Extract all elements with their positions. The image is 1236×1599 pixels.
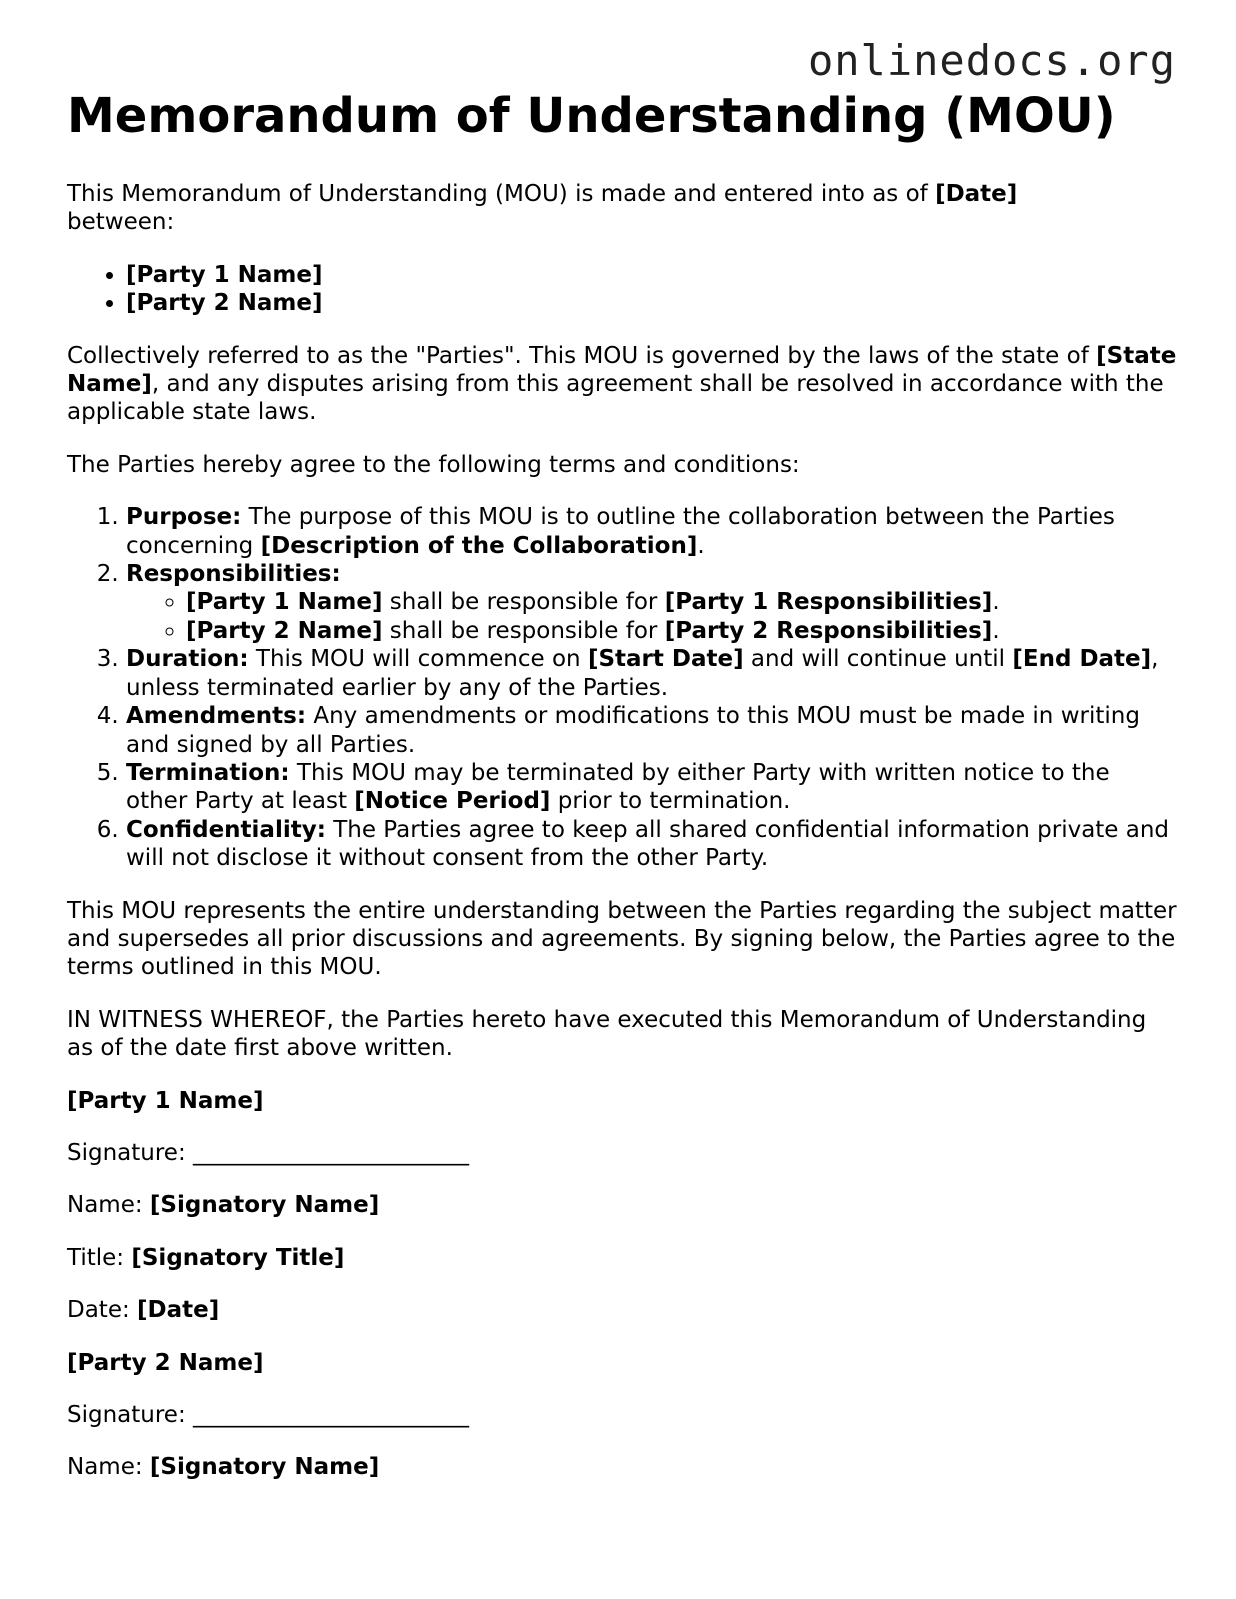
term-text: .: [697, 532, 705, 559]
term-text: This MOU will commence on: [248, 646, 588, 673]
term-text: The Parties agree to keep all shared confidential information private and will not disclose it without consent from the other Party.: [126, 816, 1170, 872]
term-label: Responsibilities:: [126, 561, 341, 588]
terms-intro: The Parties hereby agree to the following terms and conditions:: [67, 451, 800, 478]
responsibility-value: [Party 1 Responsibilities]: [664, 589, 993, 616]
signature-party: [67, 1087, 1177, 1115]
signature-block-2: [67, 1349, 1177, 1482]
signature-party-name: [Party 2 Name]: [67, 1349, 264, 1376]
intro-after: between:: [67, 209, 175, 236]
state-name: [State Name]: [67, 342, 1177, 398]
governing-post: , and any disputes arising from this agreement shall be resolved in accordance with the applicable state laws.: [67, 371, 1164, 426]
responsibility-text: .: [992, 617, 1000, 644]
list-item: [126, 261, 1177, 289]
notice-period: [Notice Period]: [354, 788, 551, 815]
name-label: Name:: [67, 1454, 150, 1481]
signature-line: [67, 1139, 1177, 1167]
responsibility-text: .: [992, 589, 1000, 616]
signatory-name: [Signatory Name]: [149, 1454, 380, 1481]
watermark: onlinedocs.org: [807, 36, 1176, 85]
list-item: [186, 617, 1177, 645]
term-label: Termination:: [126, 759, 290, 786]
signatory-title-line: [67, 1244, 1177, 1272]
governing-law-paragraph: [67, 342, 1177, 427]
document-title: Memorandum of Understanding (MOU): [67, 88, 1116, 144]
document-page: [67, 90, 1177, 1506]
list-item: [126, 289, 1177, 317]
responsibility-value: [Party 2 Responsibilities]: [664, 617, 993, 644]
signatory-name: [Signatory Name]: [149, 1192, 380, 1219]
term-amendments: [126, 702, 1177, 759]
signature-block-1: [67, 1087, 1177, 1325]
end-date: [End Date]: [1012, 646, 1152, 673]
term-purpose: [126, 503, 1177, 560]
term-text: Any amendments or modifications to this MOU must be made in writing and signed by all Parties.: [126, 703, 1140, 758]
term-text: , unless terminated earlier by any of the Parties.: [126, 646, 1159, 701]
date-label: Date:: [67, 1297, 138, 1324]
responsibility-party: [Party 2 Name]: [186, 617, 383, 644]
signature-label: Signature:: [67, 1402, 194, 1428]
term-label: Purpose:: [126, 504, 242, 531]
signatory-name-line: [67, 1453, 1177, 1481]
parties-list: [67, 261, 1177, 318]
party-1-name: [Party 1 Name]: [126, 261, 323, 288]
signature-party: [67, 1349, 1177, 1377]
signatory-name-line: [67, 1191, 1177, 1219]
terms-list: [67, 503, 1177, 872]
signature-label: Signature:: [67, 1139, 194, 1166]
term-label: Confidentiality:: [126, 816, 326, 843]
term-label: Amendments:: [126, 703, 307, 730]
responsibility-text: shall be responsible for: [382, 617, 665, 644]
governing-pre: Collectively referred to as the "Parties". This MOU is governed by the laws of the state of: [67, 342, 1097, 369]
responsibility-text: shall be responsible for: [382, 589, 665, 616]
entire-agreement-paragraph: This MOU represents the entire understanding between the Parties regarding the subject matter and supersedes all prior discussions and agreements. By signing below, the Parties agree to the terms outlined in this MOU.: [67, 897, 1177, 981]
term-duration: [126, 645, 1177, 702]
intro-text: This Memorandum of Understanding (MOU) is made and entered into as of: [67, 181, 936, 207]
signature-field[interactable]: ________________________: [193, 1139, 470, 1166]
list-item: [186, 588, 1177, 616]
responsibility-party: [Party 1 Name]: [186, 589, 383, 616]
term-termination: [126, 759, 1177, 816]
signature-date-line: [67, 1296, 1177, 1324]
term-responsibilities: [126, 560, 1177, 645]
signature-party-name: [Party 1 Name]: [67, 1087, 264, 1114]
term-label: Duration:: [126, 646, 249, 673]
start-date: [Start Date]: [587, 646, 744, 673]
party-2-name: [Party 2 Name]: [126, 290, 323, 317]
title-label: Title:: [67, 1244, 132, 1271]
responsibilities-list: [126, 588, 1177, 645]
signature-date: [Date]: [137, 1297, 220, 1324]
term-text: This MOU may be terminated by either Party with written notice to the other Party at least: [126, 759, 1110, 815]
term-text: The purpose of this MOU is to outline the collaboration between the Parties concerning: [126, 504, 1115, 559]
term-text: prior to termination.: [550, 788, 791, 815]
intro-paragraph: [67, 180, 1177, 237]
term-highlight: [Description of the Collaboration]: [260, 532, 698, 559]
witness-paragraph: IN WITNESS WHEREOF, the Parties hereto have executed this Memorandum of Understanding as of the date first above written.: [67, 1006, 1147, 1062]
signatory-title: [Signatory Title]: [131, 1244, 345, 1271]
signature-field[interactable]: ________________________: [193, 1402, 470, 1428]
signature-line: [67, 1401, 1177, 1429]
term-confidentiality: [126, 816, 1177, 873]
term-text: and will continue until: [743, 646, 1013, 673]
intro-date: [Date]: [935, 181, 1018, 207]
name-label: Name:: [67, 1192, 150, 1219]
